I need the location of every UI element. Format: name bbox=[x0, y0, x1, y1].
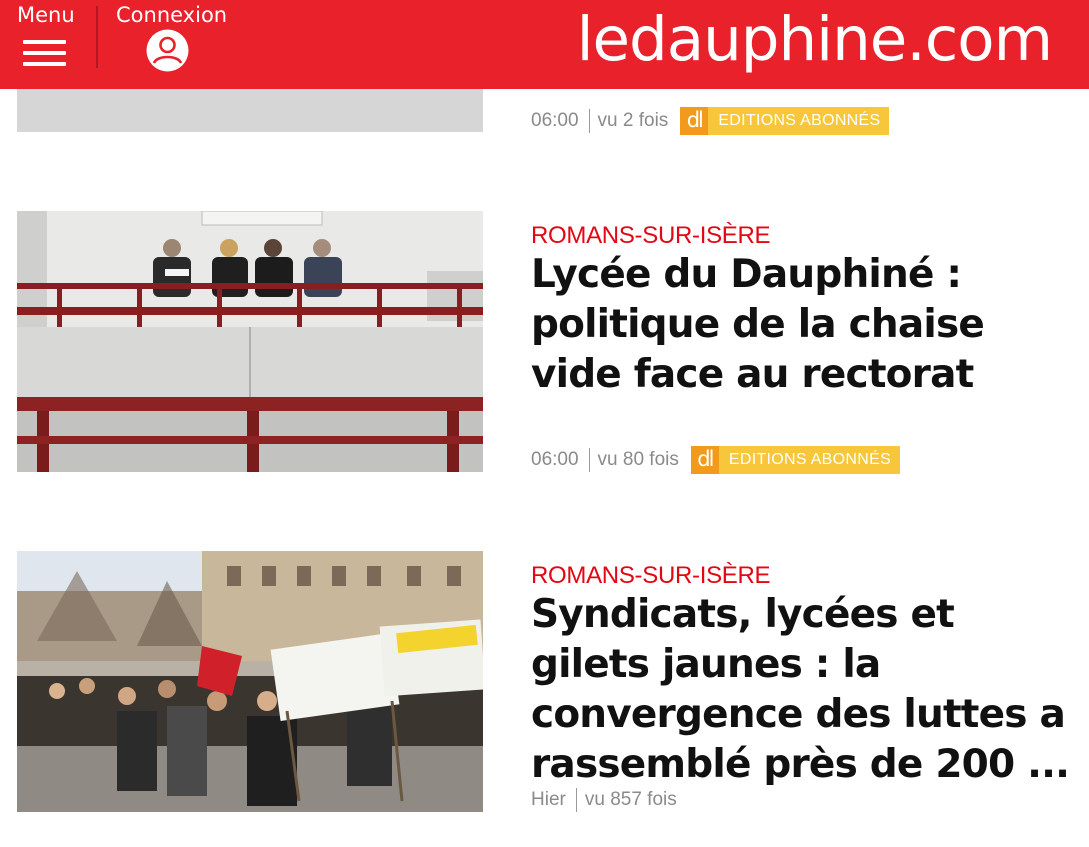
login-label: Connexion bbox=[116, 3, 228, 27]
article-photo-meeting[interactable] bbox=[17, 211, 483, 472]
site-header bbox=[0, 0, 1089, 89]
dl-logo-icon: dl bbox=[691, 446, 719, 474]
article-thumbnail-placeholder[interactable] bbox=[17, 89, 483, 132]
article-photo-protest[interactable] bbox=[17, 551, 483, 812]
article-meta bbox=[531, 785, 677, 815]
login-button[interactable] bbox=[108, 0, 228, 89]
article-category[interactable]: ROMANS-SUR-ISÈRE bbox=[531, 562, 771, 589]
article-time: 06:00 bbox=[531, 110, 579, 131]
dl-logo-icon: dl bbox=[680, 107, 708, 135]
badge-label: EDITIONS ABONNÉS bbox=[718, 112, 881, 129]
subscriber-badge[interactable] bbox=[691, 446, 900, 474]
article-meta bbox=[531, 445, 900, 475]
article-views: vu 857 fois bbox=[584, 789, 677, 810]
site-logo[interactable]: ledauphine.com bbox=[576, 4, 1052, 75]
header-divider bbox=[96, 6, 98, 68]
article-time: 06:00 bbox=[531, 449, 579, 470]
article-title[interactable]: Syndicats, lycées et gilets jaunes : la convergence des luttes a rassemblé près de 200 ... bbox=[531, 592, 1070, 787]
article-meta bbox=[531, 106, 889, 136]
article-category[interactable]: ROMANS-SUR-ISÈRE bbox=[531, 222, 771, 249]
article-title[interactable]: Lycée du Dauphiné : politique de la chaise vide face au rectorat bbox=[531, 252, 985, 397]
meeting-room-image bbox=[17, 211, 483, 472]
article-views: vu 80 fois bbox=[597, 449, 679, 470]
meta-separator bbox=[589, 109, 590, 133]
article-views: vu 2 fois bbox=[597, 110, 669, 131]
meta-separator bbox=[576, 788, 577, 812]
article-time: Hier bbox=[531, 789, 566, 810]
protest-march-image bbox=[17, 551, 483, 812]
meta-separator bbox=[589, 448, 590, 472]
hamburger-menu-icon bbox=[23, 40, 66, 67]
badge-label: EDITIONS ABONNÉS bbox=[728, 451, 892, 468]
menu-label: Menu bbox=[17, 3, 75, 27]
subscriber-badge[interactable] bbox=[680, 107, 889, 135]
user-account-icon bbox=[145, 28, 190, 73]
menu-button[interactable] bbox=[0, 0, 92, 89]
